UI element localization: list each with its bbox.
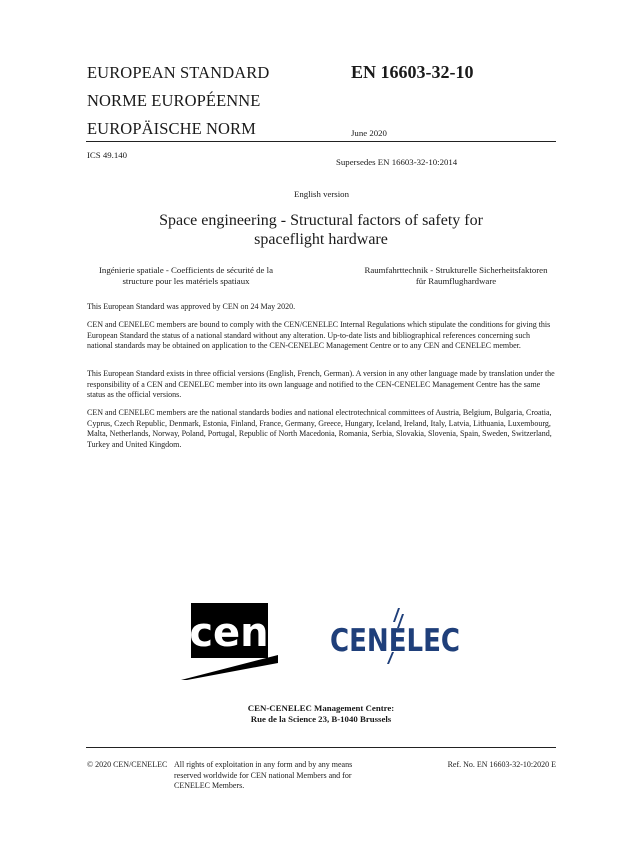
management-centre bbox=[86, 703, 556, 725]
reference-number: Ref. No. EN 16603-32-10:2020 E bbox=[447, 760, 556, 769]
members-paragraph: CEN and CENELEC members are the national standards bodies and national electrotechnical committees of Austria, Belgium, Bulgaria, Croatia, Cyprus, Czech Republic, Denmark, Estonia, Finland, France, Germany, Greece, Hungary, Iceland, Ireland, Italy, Latvia, Lithuania, Luxembourg, Malta, Netherlands, Norway, Poland, Portugal, Republic of North Macedonia, Romania, Serbia, Slovakia, Slovenia, Spain, Sweden, Switzerland, Turkey and United Kingdom. bbox=[87, 408, 552, 449]
header-title-english: EUROPEAN STANDARD bbox=[87, 63, 270, 82]
standard-number: EN 16603-32-10 bbox=[351, 62, 474, 82]
publication-date: June 2020 bbox=[351, 128, 387, 138]
cen-logo-graphic bbox=[181, 603, 278, 680]
rights-notice bbox=[174, 760, 394, 792]
cen-logo bbox=[181, 603, 278, 680]
management-centre-name: CEN-CENELEC Management Centre: bbox=[247, 703, 395, 713]
cenelec-logo-text: CENELEC bbox=[330, 623, 460, 659]
rights-line2: reserved worldwide for CEN national Members and for bbox=[174, 770, 352, 780]
french-title-line1: Ingénierie spatiale - Coefficients de sécurité de la bbox=[99, 265, 273, 275]
document-title-line2: spaceflight hardware bbox=[254, 231, 388, 248]
management-centre-address: Rue de la Science 23, B-1040 Brussels bbox=[250, 714, 392, 725]
copyright-notice: © 2020 CEN/CENELEC bbox=[87, 760, 168, 769]
german-title-line2: für Raumflughardware bbox=[415, 276, 497, 287]
versions-paragraph: This European Standard exists in three official versions (English, French, German). A version in any other language made by translation under the responsibility of a CEN and CENELEC member into its own language and notified to the CEN-CENELEC Management Centre has the same status as the official versions. bbox=[87, 369, 555, 400]
rights-line3: CENELEC Members. bbox=[174, 781, 245, 791]
document-title bbox=[86, 211, 556, 249]
cenelec-logo bbox=[328, 606, 463, 666]
cenelec-logo-graphic bbox=[328, 606, 463, 666]
footer-rule bbox=[86, 747, 556, 748]
document-title-line1: Space engineering - Structural factors of safety for bbox=[159, 212, 483, 229]
header-title-french: NORME EUROPÉENNE bbox=[87, 91, 261, 110]
supersedes-note: Supersedes EN 16603-32-10:2014 bbox=[336, 157, 458, 167]
version-label: English version bbox=[294, 189, 349, 199]
cen-logo-text: cen bbox=[189, 610, 269, 656]
french-title bbox=[86, 265, 286, 287]
regulations-paragraph: CEN and CENELEC members are bound to comply with the CEN/CENELEC Internal Regulations which stipulate the conditions for giving this European Standard the status of a national standard without any alteration. Up-to-date lists and bibliographical references concerning such national standards may be obtained on application to the CEN-CENELEC Management Centre or to any CEN and CENELEC member. bbox=[87, 320, 551, 351]
french-title-line2: structure pour les matériels spatiaux bbox=[122, 276, 250, 287]
approval-text: This European Standard was approved by CEN on 24 May 2020. bbox=[87, 302, 296, 311]
rights-line1: All rights of exploitation in any form and by any means bbox=[174, 760, 353, 769]
german-title bbox=[356, 265, 556, 287]
header-title-german: EUROPÄISCHE NORM bbox=[87, 119, 256, 138]
ics-code: ICS 49.140 bbox=[87, 150, 128, 160]
header-rule bbox=[86, 141, 556, 142]
german-title-line1: Raumfahrttechnik - Strukturelle Sicherheitsfaktoren bbox=[364, 265, 548, 275]
